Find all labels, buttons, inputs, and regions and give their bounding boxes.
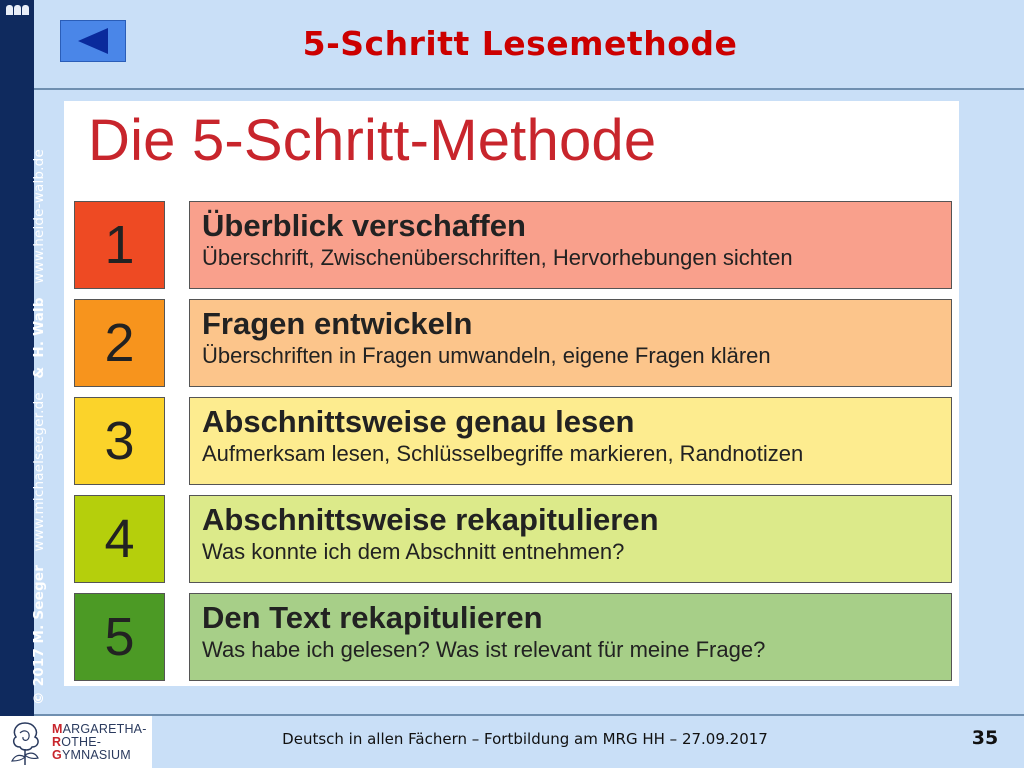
step-detail: Aufmerksam lesen, Schlüsselbegriffe markieren, Randnotizen (202, 441, 804, 466)
school-line: YMNASIUM (61, 747, 131, 762)
sidebar (0, 0, 47, 716)
footer-text: Deutsch in allen Fächern – Fortbildung am MRG HH – 27.09.2017 (282, 730, 768, 748)
url2-link[interactable]: www.heide-walb.de (31, 149, 47, 284)
step-box (189, 299, 952, 387)
title-divider (34, 88, 1024, 90)
step-number: 2 (74, 299, 165, 387)
step-heading: Abschnittsweise genau lesen (202, 404, 635, 439)
step-heading: Überblick verschaffen (202, 208, 526, 243)
step-detail: Was konnte ich dem Abschnitt entnehmen? (202, 539, 625, 564)
step-detail: Überschrift, Zwischenüberschriften, Hervorhebungen sichten (202, 245, 793, 270)
school-name (52, 723, 147, 762)
castle-logo-icon (0, 0, 34, 20)
page-title: 5-Schritt Lesemethode (302, 24, 738, 63)
method-figure (64, 101, 959, 686)
school-line: OTHE- (61, 734, 102, 749)
step-heading: Abschnittsweise rekapitulieren (202, 502, 659, 537)
author1-text: M. Seeger (31, 564, 47, 644)
sidebar-credits (31, 75, 47, 705)
page-number: 35 (971, 727, 999, 749)
left-triangle-icon (76, 27, 110, 55)
step-number: 4 (74, 495, 165, 583)
step-detail: Überschriften in Fragen umwandeln, eigene Fragen klären (202, 343, 771, 368)
step-heading: Fragen entwickeln (202, 306, 473, 341)
step-box (189, 495, 952, 583)
step-row (74, 201, 954, 290)
step-row (74, 593, 954, 682)
url1-link[interactable]: www.michaelseeger.de (31, 392, 47, 552)
copyright-text: © 2017 (31, 648, 47, 705)
footer-divider (34, 714, 1024, 716)
school-initial: M (52, 721, 63, 736)
step-box (189, 593, 952, 681)
step-row (74, 397, 954, 486)
back-button[interactable] (60, 20, 126, 62)
author2-text: H. Walb (31, 297, 47, 358)
rose-icon (4, 717, 46, 767)
school-initial: G (52, 747, 62, 762)
step-number: 1 (74, 201, 165, 289)
step-box (189, 201, 952, 289)
step-box (189, 397, 952, 485)
step-detail: Was habe ich gelesen? Was ist relevant für meine Frage? (202, 637, 766, 662)
step-number: 3 (74, 397, 165, 485)
school-logo (0, 716, 152, 768)
method-title: Die 5-Schritt-Methode (88, 108, 657, 173)
school-initial: R (52, 734, 62, 749)
step-row (74, 299, 954, 388)
ampersand-text: & (31, 366, 47, 379)
step-row (74, 495, 954, 584)
step-number: 5 (74, 593, 165, 681)
school-line: ARGARETHA- (62, 721, 147, 736)
step-heading: Den Text rekapitulieren (202, 600, 543, 635)
